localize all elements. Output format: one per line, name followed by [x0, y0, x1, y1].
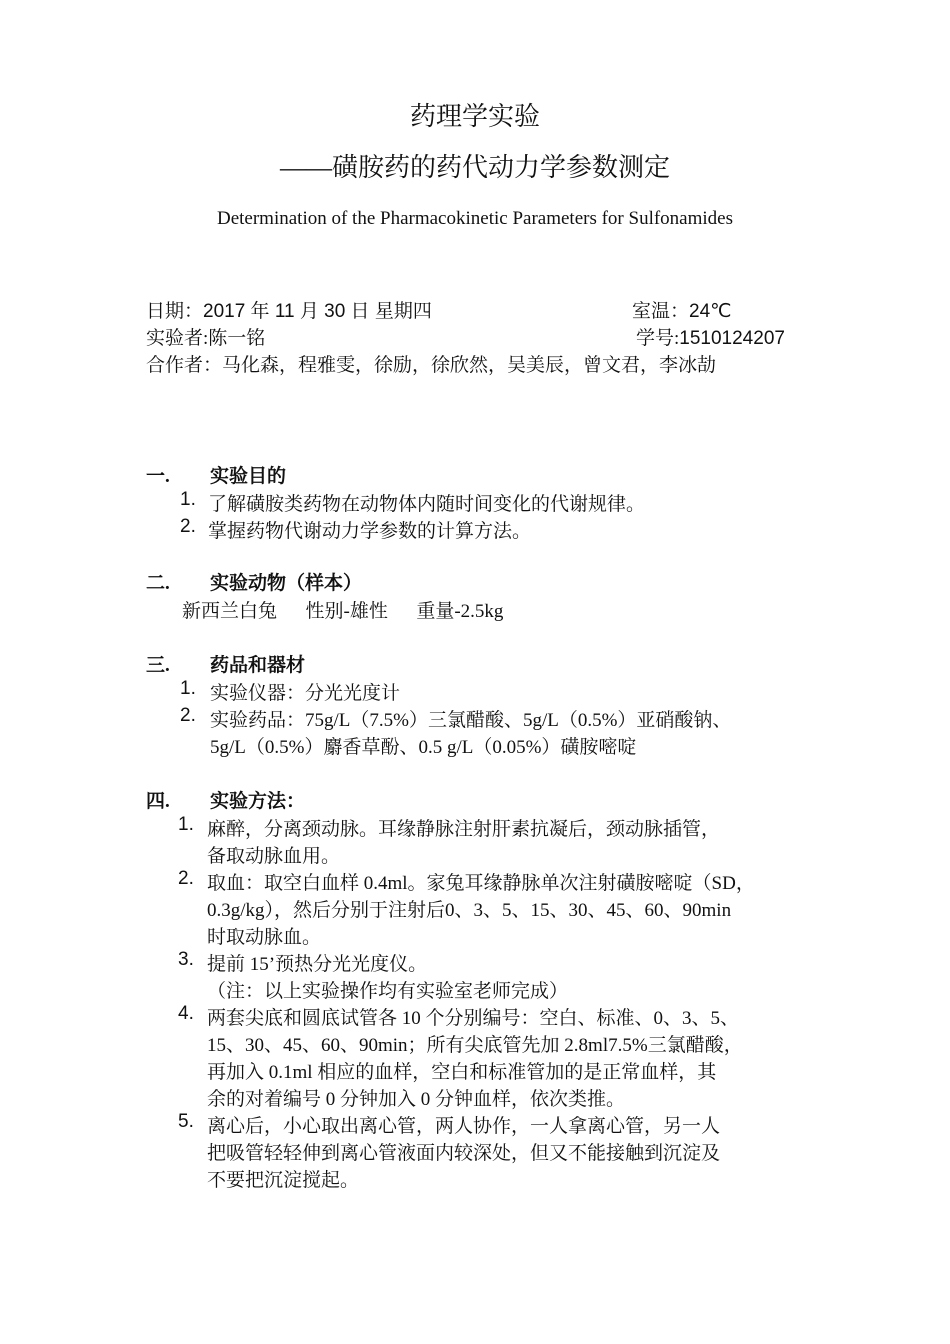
item-number: 1. — [180, 678, 196, 699]
section-number: 一. — [146, 466, 170, 487]
student-id-line — [636, 323, 785, 350]
date-label: 日期： — [146, 301, 204, 322]
item-text: 取血：取空白血样 0.4ml。家兔耳缘静脉单次注射磺胺嘧啶（SD， — [207, 873, 755, 894]
temperature-line — [632, 296, 732, 323]
item-text: 备取动脉血用。 — [207, 846, 341, 867]
item-text: 5g/L（0.5%）麝香草酚、0.5 g/L（0.05%）磺胺嘧啶 — [210, 737, 637, 758]
english-title: Determination of the Pharmacokinetic Parameters for Sulfonamides — [216, 208, 733, 229]
section-heading — [146, 786, 305, 813]
item-text: 再加入 0.1ml 相应的血样，空白和标准管加的是正常血样，其 — [207, 1062, 717, 1083]
student-id-label: 学号: — [636, 328, 680, 349]
section-number: 二. — [146, 573, 170, 594]
item-text: 不要把沉淀搅起。 — [207, 1170, 360, 1191]
experimenter-label: 实验者: — [146, 328, 209, 349]
item-text: 把吸管轻轻伸到离心管液面内较深处，但又不能接触到沉淀及 — [207, 1143, 721, 1164]
temperature-label: 室温： — [632, 301, 690, 322]
page-subtitle: ——磺胺药的药代动力学参数测定 — [279, 153, 670, 182]
item-text: 两套尖底和圆底试管各 10 个分别编号：空白、标准、0、3、5、 — [207, 1008, 740, 1029]
item-text: 掌握药物代谢动力学参数的计算方法。 — [208, 521, 532, 542]
date-value: 2017 年 11 月 30 日 星期四 — [203, 301, 432, 322]
experimenter-line — [146, 323, 265, 350]
section-title: 实验方法： — [210, 791, 306, 812]
section-heading — [146, 461, 286, 488]
section-heading — [146, 568, 362, 595]
item-text: 余的对着编号 0 分钟加入 0 分钟血样，依次类推。 — [207, 1089, 626, 1110]
item-number: 5. — [178, 1111, 194, 1132]
item-text: 麻醉，分离颈动脉。耳缘静脉注射肝素抗凝后，颈动脉插管， — [207, 819, 721, 840]
section-number: 三. — [146, 655, 170, 676]
student-id-value: 1510124207 — [679, 328, 785, 349]
item-text: 实验药品：75g/L（7.5%）三氯醋酸、5g/L（0.5%）亚硝酸钠、 — [210, 710, 732, 731]
item-number: 1. — [178, 814, 194, 835]
experimenter-value: 陈一铭 — [208, 328, 266, 349]
date-line — [146, 296, 432, 323]
page-title: 药理学实验 — [409, 102, 540, 131]
item-number: 2. — [180, 516, 196, 537]
animal-info: 新西兰白兔 性别-雄性 重量-2.5kg — [182, 601, 504, 622]
item-text: 实验仪器：分光光度计 — [210, 683, 401, 704]
item-text: 离心后，小心取出离心管，两人协作，一人拿离心管，另一人 — [207, 1116, 721, 1137]
item-text: 时取动脉血。 — [207, 927, 322, 948]
collaborators-label: 合作者： — [146, 355, 223, 376]
section-title: 实验目的 — [210, 466, 287, 487]
temperature-value: 24℃ — [689, 301, 732, 322]
section-title: 实验动物（样本） — [210, 573, 363, 594]
item-text: 15、30、45、60、90min；所有尖底管先加 2.8ml7.5%三氯醋酸， — [207, 1035, 743, 1056]
collaborators-line — [146, 350, 716, 377]
item-number: 3. — [178, 949, 194, 970]
item-text: 0.3g/kg），然后分别于注射后0、3、5、15、30、45、60、90min — [207, 900, 732, 921]
item-number: 1. — [180, 489, 196, 510]
item-number: 4. — [178, 1003, 194, 1024]
item-text: 了解磺胺类药物在动物体内随时间变化的代谢规律。 — [208, 494, 646, 515]
section-number: 四. — [146, 791, 170, 812]
item-text: （注：以上实验操作均有实验室老师完成） — [207, 981, 569, 1002]
item-number: 2. — [180, 705, 196, 726]
section-heading — [146, 650, 305, 677]
section-title: 药品和器材 — [210, 655, 306, 676]
item-text: 提前 15’预热分光光度仪。 — [207, 954, 428, 975]
collaborators-value: 马化森，程雅雯，徐励，徐欣然，吴美辰，曾文君，李冰劼 — [222, 355, 717, 376]
item-number: 2. — [178, 868, 194, 889]
